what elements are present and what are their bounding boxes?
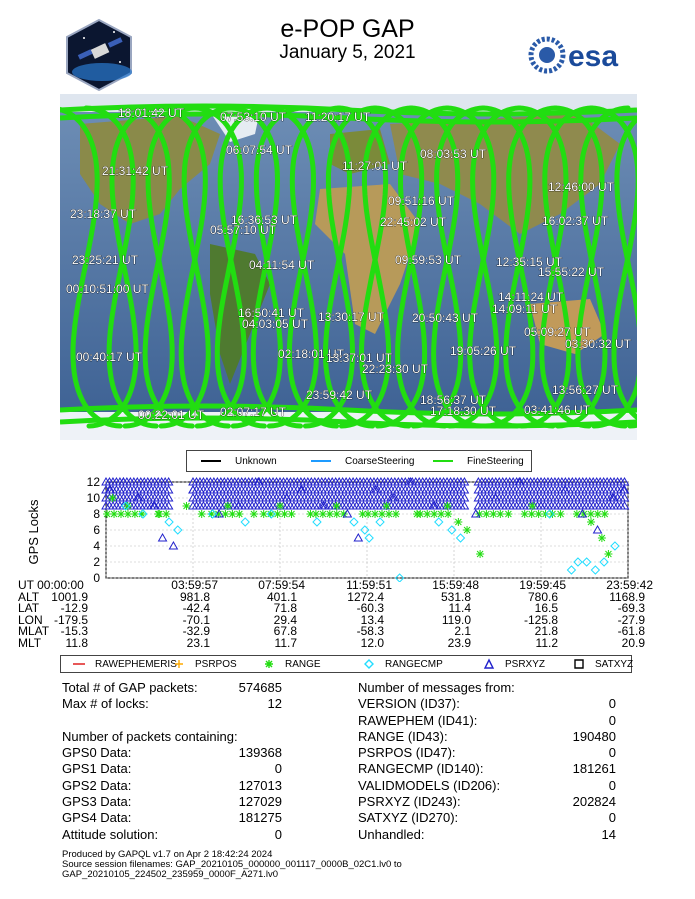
data-point-range bbox=[260, 510, 268, 518]
ephemeris-value: 780.6 bbox=[527, 589, 558, 604]
stat-label: Max # of locks: bbox=[62, 696, 149, 712]
stat-value: 0 bbox=[274, 761, 282, 777]
ephemeris-value: -42.4 bbox=[182, 601, 210, 616]
footer-produced-by: Produced by GAPQL v1.7 on Apr 2 18:42:24 2024 bbox=[62, 849, 273, 860]
data-point-range bbox=[228, 510, 236, 518]
ephemeris-label: ALT bbox=[18, 589, 40, 604]
data-point-range bbox=[482, 510, 490, 518]
stat-row bbox=[358, 713, 616, 729]
ephemeris-row-lon bbox=[18, 612, 658, 627]
ephemeris-row-mlt bbox=[18, 635, 658, 650]
esa-logo bbox=[528, 36, 638, 74]
ephemeris-value: -69.3 bbox=[617, 601, 645, 616]
footer-source-line1: Source session filenames: GAP_20210105_000000_001117_0000B_02C1.lv0 to bbox=[62, 859, 402, 870]
legend-item-fine bbox=[433, 451, 524, 471]
x-tick-label: 23:59:42 bbox=[606, 578, 653, 592]
data-point-range bbox=[587, 510, 595, 518]
data-point-range bbox=[557, 510, 565, 518]
ephemeris-value: 1168.9 bbox=[609, 589, 645, 604]
map-time-label: 13:30:17 UT bbox=[318, 310, 385, 324]
map-time-label: 12:46:00 UT bbox=[548, 180, 615, 194]
ephemeris-value: 67.8 bbox=[273, 624, 297, 639]
legend-marker-plus-icon bbox=[171, 658, 187, 670]
map-time-label: 14:09:11 UT bbox=[492, 302, 558, 316]
map-time-label: 07:53:10 UT bbox=[220, 110, 287, 124]
ephemeris-label: LON bbox=[18, 612, 43, 627]
stat-value: 0 bbox=[608, 810, 616, 826]
legend-item-rawephemeris bbox=[71, 656, 177, 672]
data-point-range bbox=[437, 510, 445, 518]
stat-value: 202824 bbox=[572, 794, 616, 810]
legend-label: RAWEPHEMERIS bbox=[95, 658, 177, 670]
ephemeris-value: -15.3 bbox=[60, 624, 88, 639]
ephemeris-value: -60.3 bbox=[356, 601, 384, 616]
ephemeris-value: 11.2 bbox=[535, 635, 558, 650]
data-point-range bbox=[124, 510, 132, 518]
packet-stats bbox=[62, 680, 282, 843]
x-tick-label: 11:59:51 bbox=[346, 578, 392, 592]
map-time-label: 13:56:27 UT bbox=[552, 383, 619, 397]
data-point-range bbox=[528, 510, 536, 518]
legend-item-rangecmp bbox=[361, 656, 443, 672]
y-tick-label: 6 bbox=[93, 523, 100, 537]
ephemeris-value: -125.8 bbox=[523, 612, 558, 627]
packets-section-title bbox=[62, 729, 282, 745]
stat-label: GPS0 Data: bbox=[62, 745, 132, 761]
ephemeris-value: 11.8 bbox=[65, 635, 88, 650]
legend-label: CoarseSteering bbox=[345, 455, 415, 467]
y-tick-label: 10 bbox=[86, 491, 100, 505]
map-time-label: 03:41:46 UT bbox=[524, 403, 591, 417]
data-point-range bbox=[319, 510, 327, 518]
page-subtitle: January 5, 2021 bbox=[279, 42, 416, 63]
data-point-range bbox=[250, 510, 258, 518]
ephemeris-value: -12.9 bbox=[60, 601, 88, 616]
ephemeris-value: 23.9 bbox=[447, 635, 471, 650]
data-point-range bbox=[333, 502, 341, 510]
data-point-range bbox=[594, 510, 602, 518]
map-time-label: 18:56:37 UT bbox=[420, 393, 487, 407]
ephemeris-value: 13.4 bbox=[360, 612, 384, 627]
data-point-range bbox=[198, 510, 206, 518]
data-point-range bbox=[443, 502, 451, 510]
ephemeris-row-lat bbox=[18, 603, 658, 615]
legend-label: RANGE bbox=[285, 658, 321, 670]
data-point-range bbox=[162, 510, 170, 518]
stat-label: RAWEPHEM (ID41): bbox=[358, 712, 478, 728]
stat-row bbox=[62, 778, 282, 794]
data-point-range bbox=[601, 510, 609, 518]
stat-row bbox=[62, 745, 282, 761]
legend-marker-square-icon bbox=[571, 658, 587, 670]
legend-line-unknown bbox=[201, 460, 221, 462]
stat-label: GPS1 Data: bbox=[62, 761, 132, 777]
stat-row bbox=[358, 745, 616, 761]
ephemeris-value: -32.9 bbox=[182, 624, 210, 639]
map-time-label: 18:01:42 UT bbox=[118, 106, 185, 120]
legend-label: SATXYZ bbox=[595, 658, 634, 670]
ephemeris-label: LAT bbox=[18, 601, 40, 616]
data-point-range bbox=[489, 510, 497, 518]
stat-row bbox=[62, 761, 282, 777]
map-time-label: 05:57:10 UT bbox=[210, 223, 277, 237]
legend-label: RANGECMP bbox=[385, 658, 443, 670]
map-time-label: 04:03:05 UT bbox=[242, 317, 309, 331]
ephemeris-value: 981.8 bbox=[179, 589, 210, 604]
ephemeris-value: 1272.4 bbox=[347, 589, 384, 604]
map-time-label: 16:36:53 UT bbox=[231, 213, 298, 227]
data-point-range bbox=[359, 510, 367, 518]
total-packets-row bbox=[62, 680, 282, 696]
map-time-label: 20:50:43 UT bbox=[412, 311, 479, 325]
data-point-range bbox=[413, 510, 421, 518]
map-time-label: 16:50:41 UT bbox=[238, 306, 305, 320]
map-time-label: 04:11:54 UT bbox=[249, 258, 315, 272]
map-time-label: 23:18:37 UT bbox=[70, 207, 137, 221]
data-point-range bbox=[224, 502, 232, 510]
data-point-range bbox=[392, 510, 400, 518]
x-tick-label: UT 00:00:00 bbox=[18, 578, 84, 592]
message-items bbox=[358, 696, 616, 843]
ephemeris-value: 2.1 bbox=[454, 624, 471, 639]
data-point-range bbox=[182, 502, 190, 510]
max-locks-row bbox=[62, 696, 282, 712]
x-tick-label: 19:59:45 bbox=[519, 578, 566, 592]
stat-value: 139368 bbox=[238, 745, 282, 761]
data-point-range bbox=[103, 510, 111, 518]
data-point-range bbox=[326, 510, 334, 518]
data-point-range bbox=[587, 518, 595, 526]
stat-label: GPS4 Data: bbox=[62, 810, 132, 826]
messages-section-title bbox=[358, 680, 616, 696]
map-time-label: 06:07:54 UT bbox=[226, 143, 293, 157]
data-point-range bbox=[549, 510, 557, 518]
stat-value: 12 bbox=[267, 696, 282, 712]
stat-label: SATXYZ (ID270): bbox=[358, 810, 459, 826]
stat-row bbox=[358, 778, 616, 794]
map-time-label: 13:37:01 UT bbox=[326, 351, 393, 365]
stat-row bbox=[358, 827, 616, 843]
data-point-range bbox=[444, 510, 452, 518]
legend-item-satxyz bbox=[571, 656, 633, 672]
stat-value: 0 bbox=[608, 712, 616, 728]
data-point-range bbox=[109, 494, 117, 502]
legend-item-unknown bbox=[201, 451, 277, 471]
data-point-range bbox=[276, 502, 284, 510]
stat-value: 14 bbox=[601, 826, 616, 842]
ephemeris-value: -61.8 bbox=[617, 624, 645, 639]
stat-label: PSRPOS (ID47): bbox=[358, 745, 456, 761]
map-time-label: 14:11:24 UT bbox=[498, 290, 564, 304]
page-title: e-POP GAP bbox=[280, 15, 415, 43]
data-point-range bbox=[535, 510, 543, 518]
data-point-range bbox=[383, 502, 391, 510]
map-time-label: 16:02:37 UT bbox=[542, 214, 609, 228]
stat-row bbox=[358, 729, 616, 745]
legend-item-range bbox=[261, 656, 321, 672]
y-tick-label: 0 bbox=[93, 571, 100, 582]
esa-logo-text: esa bbox=[568, 40, 619, 73]
stat-value: 0 bbox=[608, 777, 616, 793]
data-point-range bbox=[131, 510, 139, 518]
stat-value: 181275 bbox=[238, 810, 282, 826]
ephemeris-value: 21.8 bbox=[534, 624, 558, 639]
map-time-label: 02:07:17 UT bbox=[220, 405, 287, 419]
legend-item-psrpos bbox=[171, 656, 237, 672]
legend-line-coarse bbox=[311, 460, 331, 462]
ephemeris-value: 531.8 bbox=[440, 589, 471, 604]
map-time-label: 08:03:53 UT bbox=[420, 147, 487, 161]
ephemeris-value: 16.5 bbox=[534, 601, 558, 616]
stat-label: GPS3 Data: bbox=[62, 794, 132, 810]
map-time-label: 23:59:42 UT bbox=[306, 388, 373, 402]
packet-items bbox=[62, 745, 282, 843]
data-point-range bbox=[385, 510, 393, 518]
message-legend bbox=[60, 655, 632, 673]
ephemeris-row-mlat bbox=[18, 626, 658, 638]
map-time-label: 22:45:02 UT bbox=[380, 215, 447, 229]
time-tick-row bbox=[18, 580, 658, 592]
stat-value: 574685 bbox=[238, 680, 282, 695]
stat-value: 0 bbox=[608, 745, 616, 761]
footer bbox=[62, 850, 662, 880]
legend-item-psrxyz bbox=[481, 656, 545, 672]
ephemeris-value: 20.9 bbox=[621, 635, 645, 650]
ephemeris-value: 12.0 bbox=[360, 635, 384, 650]
y-tick-label: 4 bbox=[93, 539, 100, 553]
ephemeris-value: -58.3 bbox=[356, 624, 384, 639]
map-time-label: 21:31:42 UT bbox=[102, 164, 169, 178]
legend-marker-asterisk-icon bbox=[261, 658, 277, 670]
y-axis-label: GPS Locks bbox=[26, 499, 41, 565]
y-tick-label: 8 bbox=[93, 507, 100, 521]
stat-label: RANGE (ID43): bbox=[358, 728, 448, 744]
ephemeris-rows bbox=[18, 589, 658, 650]
legend-label: Unknown bbox=[235, 455, 277, 467]
ephemeris-value: 29.4 bbox=[273, 612, 297, 627]
ephemeris-value: -27.9 bbox=[617, 612, 645, 627]
gps-locks-chart bbox=[20, 476, 640, 582]
data-point-range bbox=[504, 510, 512, 518]
ephemeris-value: 401.1 bbox=[266, 589, 297, 604]
data-point-range bbox=[306, 510, 314, 518]
stat-label: Attitude solution: bbox=[62, 826, 159, 842]
stat-value: 0 bbox=[608, 696, 616, 712]
stat-row bbox=[62, 810, 282, 826]
world-map bbox=[60, 94, 637, 440]
stat-label: RANGECMP (ID140): bbox=[358, 761, 484, 777]
ephemeris-value: 23.1 bbox=[186, 635, 210, 650]
stat-value: 190480 bbox=[572, 728, 616, 744]
data-point-range bbox=[496, 510, 504, 518]
data-point-range bbox=[528, 502, 536, 510]
ephemeris-row-alt bbox=[18, 589, 658, 604]
x-tick-label: 03:59:57 bbox=[171, 578, 218, 592]
data-point-range bbox=[463, 526, 471, 534]
legend-label: PSRXYZ bbox=[505, 658, 546, 670]
map-time-label: 23:25:21 UT bbox=[72, 253, 139, 267]
data-point-range bbox=[521, 510, 529, 518]
data-point-range bbox=[598, 534, 606, 542]
map-time-label: 17:18:30 UT bbox=[430, 404, 497, 418]
map-time-label: 03:30:32 UT bbox=[565, 337, 632, 351]
section-title: Number of packets containing: bbox=[62, 728, 238, 744]
ephemeris-value: 1001.9 bbox=[51, 589, 88, 604]
map-time-label: 05:09:27 UT bbox=[524, 325, 591, 339]
legend-marker-triangle-icon bbox=[481, 658, 497, 670]
map-time-label: 22:23:30 UT bbox=[362, 362, 429, 376]
map-time-label: 00:40:17 UT bbox=[76, 350, 143, 364]
data-point-range bbox=[378, 510, 386, 518]
stat-label: Unhandled: bbox=[358, 826, 425, 842]
stat-value: 127029 bbox=[238, 794, 282, 810]
stat-value: 0 bbox=[274, 826, 282, 842]
stat-label: PSRXYZ (ID243): bbox=[358, 794, 461, 810]
ephemeris-value: 11.4 bbox=[448, 601, 471, 616]
ephemeris-label: MLT bbox=[18, 635, 42, 650]
stat-label: Total # of GAP packets: bbox=[62, 680, 198, 695]
mission-logo bbox=[62, 18, 136, 92]
x-tick-label: 07:59:54 bbox=[258, 578, 305, 592]
map-time-label: 09:59:53 UT bbox=[395, 253, 462, 267]
y-tick-label: 12 bbox=[86, 476, 100, 489]
y-ticks bbox=[87, 476, 101, 582]
legend-marker-diamond-icon bbox=[361, 658, 377, 670]
data-point-range bbox=[117, 510, 125, 518]
stat-row bbox=[358, 761, 616, 777]
ephemeris-value: -70.1 bbox=[182, 612, 210, 627]
stat-row bbox=[62, 794, 282, 810]
map-time-label: 12:35:15 UT bbox=[496, 255, 563, 269]
legend-marker-dash-icon bbox=[71, 658, 87, 670]
data-point-range bbox=[288, 510, 296, 518]
map-time-label: 09:51:16 UT bbox=[388, 194, 455, 208]
ephemeris-value: 119.0 bbox=[441, 612, 471, 627]
stat-row bbox=[358, 794, 616, 810]
ephemeris-table bbox=[18, 580, 658, 650]
map-time-label: 02:18:01 UT bbox=[278, 347, 345, 361]
stat-label: VERSION (ID37): bbox=[358, 696, 460, 712]
data-point-range bbox=[333, 510, 341, 518]
data-point-range bbox=[430, 510, 438, 518]
message-stats bbox=[358, 680, 616, 843]
y-tick-label: 2 bbox=[93, 555, 100, 569]
ephemeris-label: MLAT bbox=[18, 624, 50, 639]
map-time-label: 11:27:01 UT bbox=[342, 159, 408, 173]
stat-row bbox=[62, 827, 282, 843]
legend-item-coarse bbox=[311, 451, 414, 471]
legend-label: FineSteering bbox=[467, 455, 524, 467]
legend-line-fine bbox=[433, 460, 453, 462]
map-time-label: 00:22:01 UT bbox=[138, 408, 205, 422]
legend-label: PSRPOS bbox=[195, 658, 237, 670]
data-point-range bbox=[454, 518, 462, 526]
ephemeris-value: 11.7 bbox=[274, 635, 297, 650]
data-point-range bbox=[281, 510, 289, 518]
data-point-range bbox=[110, 510, 118, 518]
stat-row bbox=[358, 810, 616, 826]
stat-label: VALIDMODELS (ID206): bbox=[358, 777, 501, 793]
map-time-label: 15:55:22 UT bbox=[538, 265, 605, 279]
stat-value: 181261 bbox=[572, 761, 616, 777]
ephemeris-value: 71.8 bbox=[273, 601, 297, 616]
stat-label: GPS2 Data: bbox=[62, 777, 132, 793]
map-time-label: 19:05:26 UT bbox=[450, 344, 517, 358]
data-point-range bbox=[423, 510, 431, 518]
x-tick-label: 15:59:48 bbox=[432, 578, 479, 592]
map-time-label: 00:10:51:00 UT bbox=[66, 282, 149, 296]
data-point-range bbox=[476, 550, 484, 558]
track-legend bbox=[186, 450, 532, 472]
ephemeris-value: -179.5 bbox=[53, 612, 88, 627]
map-time-label: 11:20:17 UT bbox=[305, 110, 371, 124]
data-point-range bbox=[154, 510, 162, 518]
stat-value: 127013 bbox=[238, 777, 282, 793]
data-point-range bbox=[604, 550, 612, 558]
stat-row bbox=[358, 696, 616, 712]
data-point-range bbox=[371, 510, 379, 518]
data-point-range bbox=[235, 510, 243, 518]
spacer bbox=[62, 713, 282, 729]
section-title: Number of messages from: bbox=[358, 680, 515, 695]
footer-source-line2: GAP_20210105_224502_235959_0000F_A271.lv0 bbox=[62, 869, 279, 880]
